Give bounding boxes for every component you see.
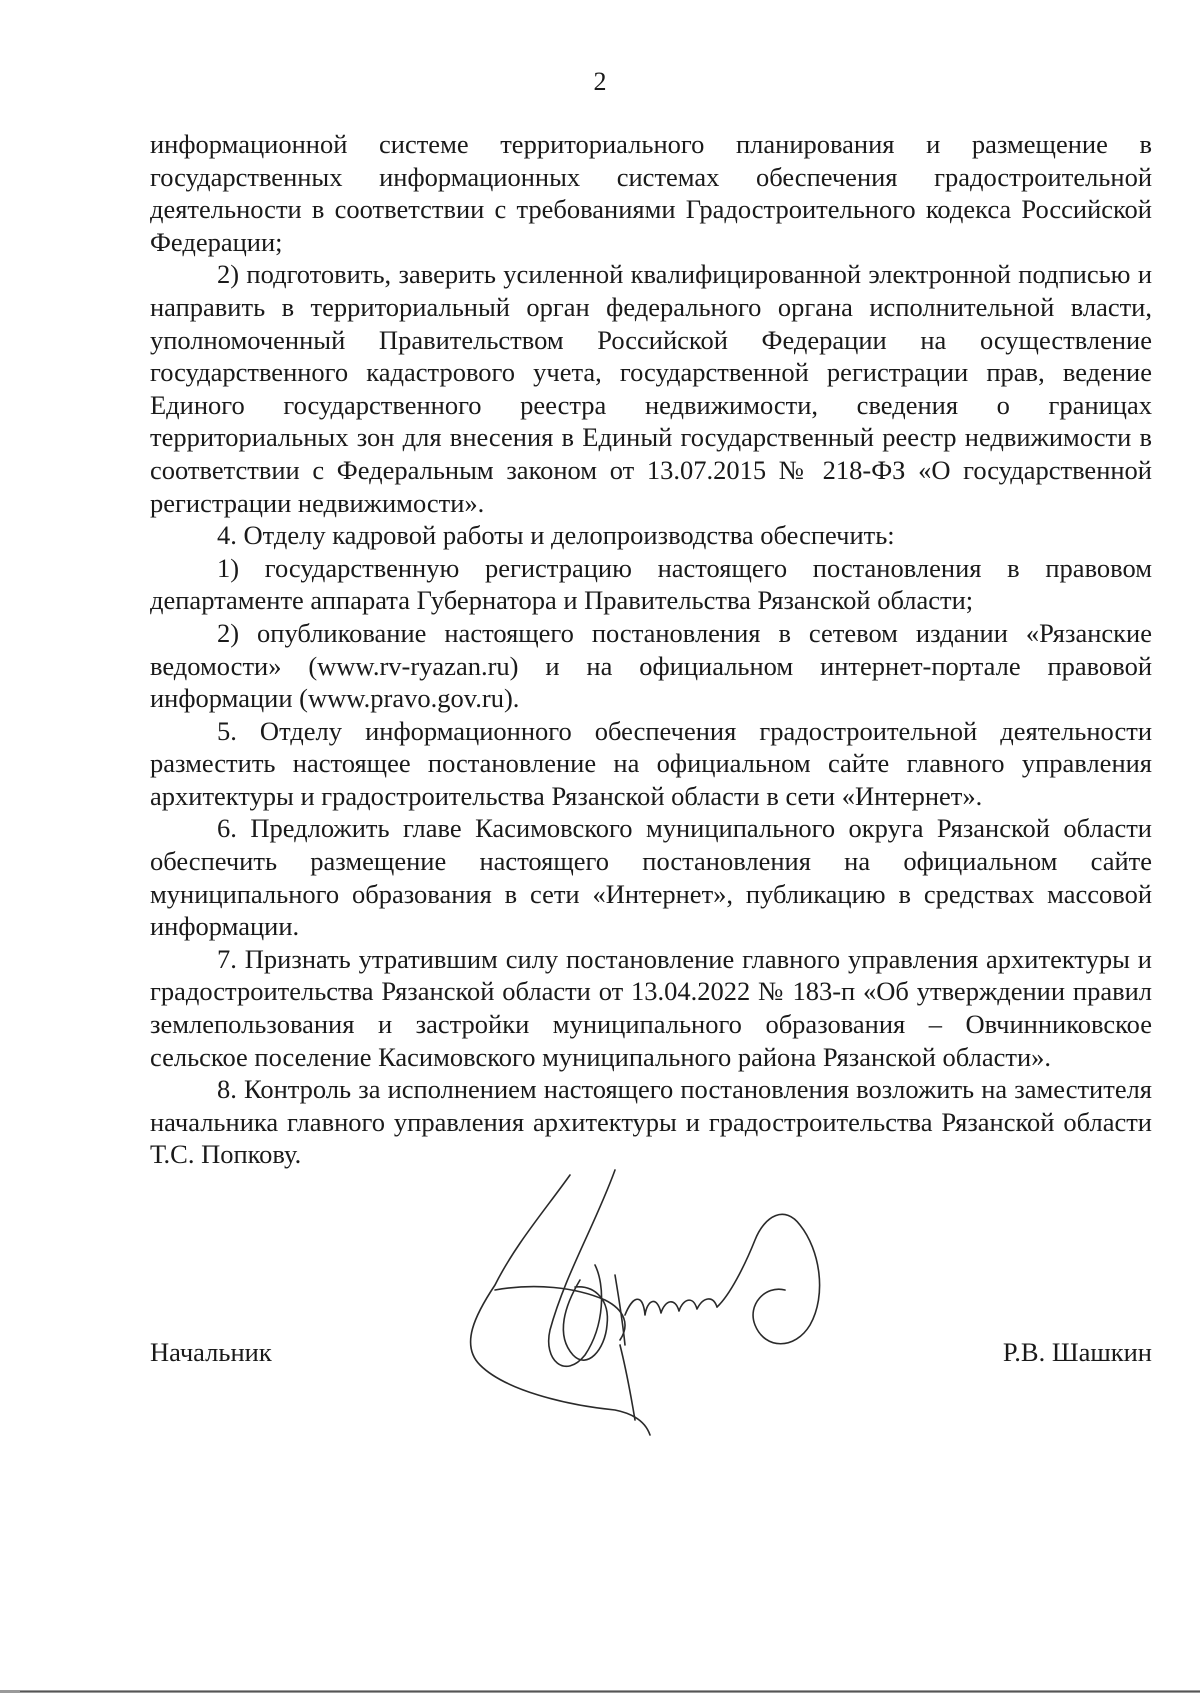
paragraph-2: 2) подготовить, заверить усиленной квалифицированной электронной подписью и направить в территориальный орган федерального органа исполнительной власти, уполномоченный Правительством Российской Федерации на осуществление государственного кадастрового учета, государственной регистрации прав, ведение Единого государственного реестра недвижимости, сведения о границах территориальных зон для внесения в Единый государственный реестр недвижимости в соответствии с Федеральным законом от 13.07.2015 № 218-ФЗ «О государственной регистрации недвижимости».	[150, 259, 1152, 518]
paragraph-5: 2) опубликование настоящего постановления в сетевом издании «Рязанские ведомости» (www.rv-ryazan.ru) и на официальном интернет-портале правовой информации (www.pravo.gov.ru).	[150, 617, 1152, 714]
signature-block	[150, 1336, 1152, 1376]
bottom-edge-line-dark	[20, 1691, 1200, 1692]
paragraph-3: 4. Отделу кадровой работы и делопроизводства обеспечить:	[217, 520, 895, 551]
paragraph-4: 1) государственную регистрацию настоящего постановления в правовом департаменте аппарата Губернатора и Правительства Рязанской области;	[150, 552, 1152, 616]
page-number: 2	[593, 67, 607, 96]
signer-position: Начальник	[150, 1337, 272, 1367]
paragraph-9: 8. Контроль за исполнением настоящего постановления возложить на заместителя начальника главного управления архитектуры и градостроительства Рязанской области Т.С. Попкову.	[150, 1074, 1152, 1170]
signer-name: Р.В. Шашкин	[1002, 1337, 1152, 1367]
document-body	[150, 128, 1152, 1171]
paragraph-7: 6. Предложить главе Касимовского муниципального округа Рязанской области обеспечить размещение настоящего постановления на официальном сайте муниципального образования в сети «Интернет», публикацию в средствах массовой информации.	[150, 813, 1152, 942]
paragraph-6: 5. Отделу информационного обеспечения градостроительной деятельности разместить настоящее постановление на официальном сайте главного управления архитектуры и градостроительства Рязанской области в сети «Интернет».	[150, 715, 1152, 811]
handwritten-signature	[455, 1165, 865, 1440]
paragraph-8: 7. Признать утратившим силу постановление главного управления архитектуры и градостроительства Рязанской области от 13.04.2022 № 183-п «Об утверждении правил землепользования и застройки муниципального образования – Овчинниковское сельское поселение Касимовского муниципального района Рязанской области».	[150, 943, 1152, 1072]
paragraph-1: информационной системе территориального планирования и размещение в государственных информационных системах обеспечения градостроительной деятельности в соответствии с требованиями Градостроительного кодекса Российской Федерации;	[150, 129, 1152, 257]
